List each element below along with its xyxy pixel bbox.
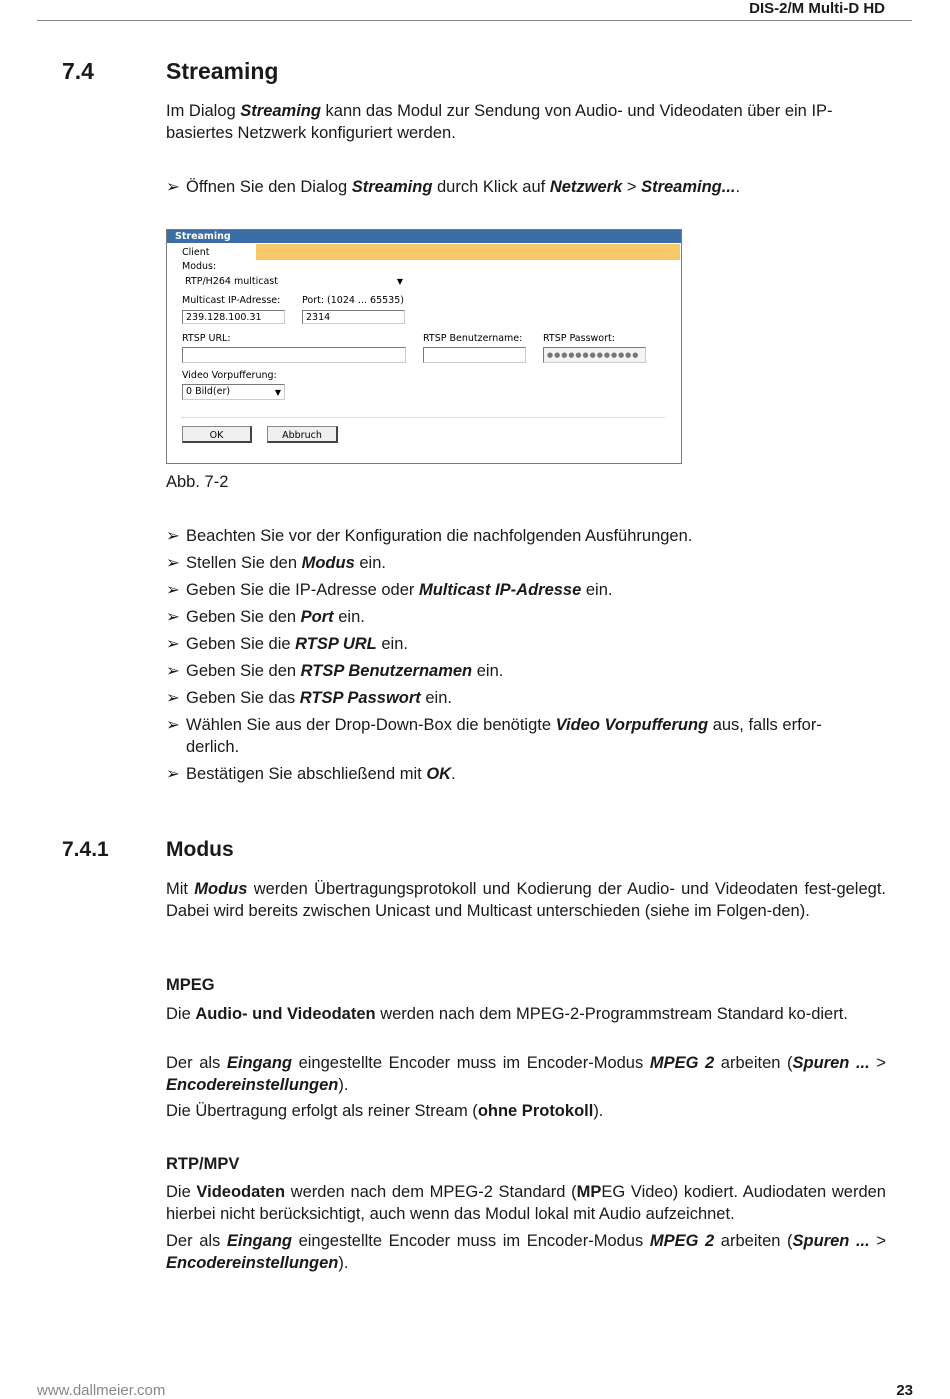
list-item: ➢ Stellen Sie den Modus ein. [166, 554, 386, 572]
modus-paragraph: Mit Modus werden Übertragungsprotokoll und Kodierung der Audio- und Videodaten fest-gelegt. Dabei wird bereits zwischen Unicast und Multicast unterschieden (siehe im Folgen-den). [166, 880, 886, 920]
streaming-dialog [166, 229, 682, 464]
section-number: 7.4 [62, 58, 94, 84]
cancel-button[interactable]: Abbruch [267, 426, 338, 443]
mpeg-paragraph-3: Die Übertragung erfolgt als reiner Stream (ohne Protokoll). [166, 1102, 604, 1120]
chevron-down-icon: ▼ [274, 388, 281, 397]
modus-label: Modus: [182, 261, 217, 272]
figure-caption: Abb. 7-2 [166, 473, 229, 491]
ok-button[interactable]: OK [182, 426, 252, 443]
rtsp-url-input[interactable] [182, 347, 406, 363]
arrow-bullet-icon: ➢ [166, 178, 180, 196]
mpeg-heading: MPEG [166, 976, 215, 994]
rtsp-pass-input[interactable]: ●●●●●●●●●●●●● [543, 347, 646, 363]
tab-client[interactable]: Client [174, 244, 256, 274]
dialog-title: Streaming [167, 230, 681, 243]
mpeg-paragraph-1: Die Audio- und Videodaten werden nach dem MPEG-2-Programmstream Standard ko-diert. [166, 1005, 848, 1023]
multicast-label: Multicast IP-Adresse: [182, 295, 281, 306]
list-item: ➢ Wählen Sie aus der Drop-Down-Box die benötigte Video Vorpufferung aus, falls erfor- derlich. [166, 716, 822, 756]
subsection-title: Modus [166, 838, 234, 861]
port-label: Port: (1024 ... 65535) [302, 295, 404, 306]
rtsp-url-label: RTSP URL: [182, 333, 231, 344]
intro-paragraph: Im Dialog Streaming kann das Modul zur Sendung von Audio- und Videodaten über ein IP-basiertes Netzwerk konfiguriert werden. [166, 102, 833, 142]
modus-select[interactable]: RTP/H264 multicast ▼ [182, 275, 406, 289]
port-input[interactable]: 2314 [302, 310, 405, 324]
arrow-bullet-icon: ➢ [166, 608, 180, 626]
arrow-bullet-icon: ➢ [166, 527, 180, 545]
subsection-number: 7.4.1 [62, 838, 109, 861]
section-title: Streaming [166, 58, 279, 84]
rtsp-pass-label: RTSP Passwort: [543, 333, 615, 344]
list-item: ➢ Geben Sie die IP-Adresse oder Multicast IP-Adresse ein. [166, 581, 613, 599]
arrow-bullet-icon: ➢ [166, 635, 180, 653]
rtsp-user-label: RTSP Benutzername: [423, 333, 523, 344]
arrow-bullet-icon: ➢ [166, 554, 180, 572]
arrow-bullet-icon: ➢ [166, 662, 180, 680]
dialog-divider [181, 417, 665, 418]
list-item: ➢ Geben Sie die RTSP URL ein. [166, 635, 408, 653]
list-item: ➢ Geben Sie den RTSP Benutzernamen ein. [166, 662, 504, 680]
page-number: 23 [896, 1382, 913, 1399]
multicast-input[interactable]: 239.128.100.31 [182, 310, 285, 324]
list-item: ➢ Bestätigen Sie abschließend mit OK. [166, 765, 456, 783]
rtp-heading: RTP/MPV [166, 1155, 240, 1173]
rtp-paragraph-1: Die Videodaten werden nach dem MPEG-2 Standard (MPEG Video) kodiert. Audiodaten werden hierbei nicht berücksichtigt, auch wenn das Modul lokal mit Audio aufzeichnet. [166, 1183, 886, 1223]
dialog-tabbar [174, 244, 680, 274]
footer-url[interactable]: www.dallmeier.com [37, 1382, 166, 1399]
list-item: ➢ Beachten Sie vor der Konfiguration die nachfolgenden Ausführungen. [166, 527, 693, 545]
video-label: Video Vorpufferung: [182, 370, 277, 381]
video-select[interactable]: 0 Bild(er) ▼ [182, 384, 285, 400]
rtsp-user-input[interactable] [423, 347, 526, 363]
header-rule [37, 20, 912, 21]
arrow-bullet-icon: ➢ [166, 716, 180, 734]
list-item: ➢ Geben Sie den Port ein. [166, 608, 365, 626]
rtp-paragraph-2: Der als Eingang eingestellte Encoder muss im Encoder-Modus MPEG 2 arbeiten (Spuren ... > Encodereinstellungen). [166, 1232, 886, 1272]
chevron-down-icon: ▼ [396, 277, 403, 286]
mpeg-paragraph-2: Der als Eingang eingestellte Encoder muss im Encoder-Modus MPEG 2 arbeiten (Spuren ... > Encodereinstellungen). [166, 1054, 886, 1094]
arrow-bullet-icon: ➢ [166, 581, 180, 599]
list-item: ➢ Geben Sie das RTSP Passwort ein. [166, 689, 452, 707]
arrow-bullet-icon: ➢ [166, 765, 180, 783]
arrow-bullet-icon: ➢ [166, 689, 180, 707]
open-dialog-step: ➢ Öffnen Sie den Dialog Streaming durch Klick auf Netzwerk > Streaming.... [166, 178, 741, 196]
document-title: DIS-2/M Multi-D HD [749, 0, 885, 17]
tab-strip [256, 244, 680, 260]
